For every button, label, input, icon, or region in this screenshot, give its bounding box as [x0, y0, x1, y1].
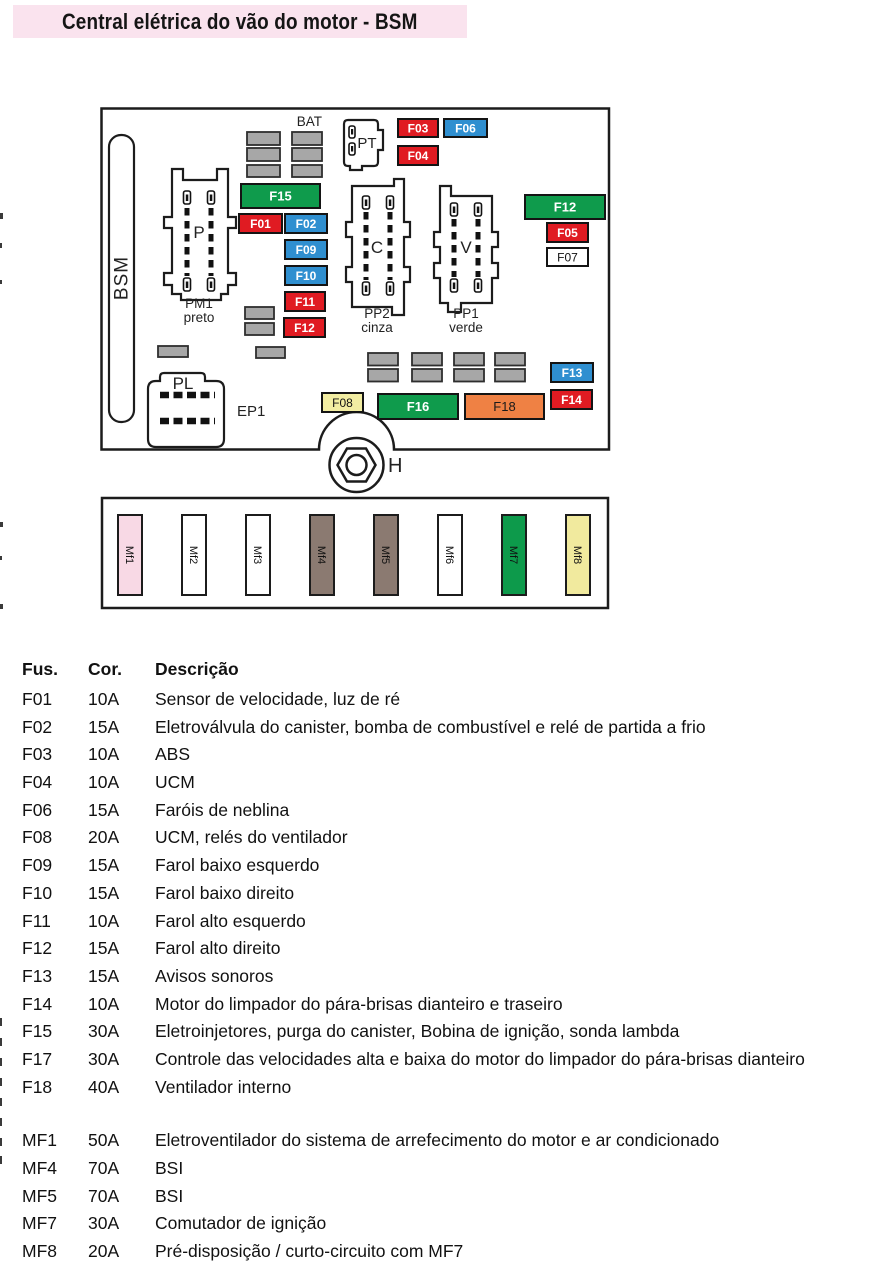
svg-text:F01: F01: [250, 217, 271, 231]
bat-label: BAT: [296, 114, 322, 129]
header-fuse: Fus.: [22, 659, 58, 679]
connector-ep1-letter: PL: [172, 374, 194, 393]
svg-text:F07: F07: [557, 250, 578, 265]
connector-pp2-name: PP2: [364, 306, 390, 321]
fuse-f10: [285, 266, 327, 285]
table-row-f10: F10 15A Farol baixo direito: [22, 882, 295, 903]
connector-pm1-name: PM1: [185, 296, 213, 311]
table-row-f17: F17 30A Controle das velocidades alta e baixa do motor do limpador do pára-brisas dianteiro: [22, 1048, 805, 1069]
svg-text:F08: F08: [332, 396, 353, 410]
fuse-f15: [241, 184, 320, 208]
fuse-f18: [465, 394, 544, 419]
mounting-nut: [330, 438, 403, 492]
fuse-table: [22, 652, 862, 1266]
fuse-f09: [285, 240, 327, 259]
connector-pp2-letter: C: [370, 238, 384, 257]
fuse-f03: [398, 119, 438, 137]
table-row-f18: F18 40A Ventilador interno: [22, 1076, 292, 1097]
svg-text:Mf7: Mf7: [507, 545, 519, 565]
svg-text:F12: F12: [294, 321, 315, 335]
fuse-f01: [239, 214, 282, 233]
svg-text:F18: F18: [493, 399, 516, 414]
svg-text:Mf2: Mf2: [187, 545, 199, 565]
maxi-fuse-mf4: [310, 515, 334, 595]
fuse-table-header: [22, 652, 862, 686]
bsm-label: BSM: [111, 255, 133, 301]
maxi-fusebox: [102, 498, 608, 608]
table-row-f15: F15 30A Eletroinjetores, purga do canister, Bobina de ignição, sonda lambda: [22, 1021, 680, 1042]
fuse-f04: [398, 146, 438, 165]
svg-text:Mf5: Mf5: [379, 545, 391, 565]
header-rating: Cor.: [88, 659, 123, 679]
maxi-fuse-mf6: [438, 515, 462, 595]
table-row-f02: F02 15A Eletroválvula do canister, bomba de combustível e relé de partida a frio: [22, 716, 706, 737]
svg-text:Mf4: Mf4: [315, 545, 327, 565]
connector-ep1-name: EP1: [237, 403, 266, 420]
maxi-fuse-mf7: [502, 515, 526, 595]
table-row-f03: F03 10A ABS: [22, 744, 191, 765]
table-row-f09: F09 15A Farol baixo esquerdo: [22, 855, 320, 876]
fuse-f06: [444, 119, 487, 137]
svg-text:F02: F02: [295, 217, 317, 231]
svg-text:F11: F11: [294, 295, 316, 309]
maxi-fuse-mf2: [182, 515, 206, 595]
table-row-mf1: MF1 50A Eletroventilador do sistema de arrefecimento do motor e ar condicionado: [22, 1130, 720, 1151]
table-row-f01: F01 10A Sensor de velocidade, luz de ré: [22, 689, 401, 709]
svg-text:F09: F09: [295, 243, 317, 257]
page-title: Central elétrica do vão do motor - BSM: [62, 8, 418, 34]
table-row-f04: F04 10A UCM: [22, 772, 195, 793]
table-row-f08: F08 20A UCM, relés do ventilador: [22, 827, 348, 848]
svg-text:Mf8: Mf8: [571, 545, 583, 565]
table-row-f13: F13 15A Avisos sonoros: [22, 965, 274, 986]
table-row-f11: F11 10A Farol alto esquerdo: [22, 910, 306, 931]
connector-pm1-letter: P: [193, 223, 205, 242]
svg-text:Mf3: Mf3: [251, 545, 263, 565]
fusebox-diagram: [0, 0, 873, 630]
svg-text:F15: F15: [269, 188, 292, 204]
fuse-f16: [378, 394, 458, 419]
fuse-f07: [547, 248, 588, 266]
fuse-f11: [285, 292, 325, 311]
svg-text:Mf1: Mf1: [123, 545, 135, 565]
svg-text:Mf6: Mf6: [443, 545, 455, 565]
connector-pt-letter: PT: [357, 135, 377, 152]
svg-text:F10: F10: [295, 269, 317, 283]
table-section-gap: [22, 1101, 862, 1127]
bsm-bar: [109, 135, 134, 422]
connector-pm1-color: preto: [183, 310, 215, 325]
svg-text:F12: F12: [553, 199, 577, 215]
connector-pp2-color: cinza: [361, 320, 393, 335]
fuse-f14: [551, 390, 592, 409]
maxi-fuse-mf5: [374, 515, 398, 595]
table-row-mf8: MF8 20A Pré-disposição / curto-circuito com MF7: [22, 1241, 464, 1262]
svg-text:F13: F13: [561, 366, 583, 380]
header-description: Descrição: [155, 659, 239, 679]
table-row-mf4: MF4 70A BSI: [22, 1158, 184, 1178]
svg-text:F14: F14: [561, 393, 582, 407]
svg-text:F05: F05: [557, 226, 578, 240]
maxi-fuse-mf3: [246, 515, 270, 595]
maxi-fuse-mf8: [566, 515, 590, 595]
svg-text:F03: F03: [407, 121, 429, 136]
nut-label: H: [388, 455, 403, 477]
fuse-f05: [547, 223, 588, 242]
fuse-f12-left: [284, 318, 325, 337]
connector-pp1-color: verde: [449, 320, 483, 335]
svg-text:F04: F04: [407, 149, 429, 163]
maxi-fuse-mf1: [118, 515, 142, 595]
fuse-f08: [322, 393, 363, 412]
table-row-f12: F12 15A Farol alto direito: [22, 938, 281, 959]
fuse-f12-right: [525, 195, 605, 219]
table-row-mf7: MF7 30A Comutador de ignição: [22, 1213, 327, 1234]
fuse-f02: [285, 214, 327, 233]
table-row-f06: F06 15A Faróis de neblina: [22, 799, 290, 820]
fuse-f13: [551, 363, 593, 382]
svg-text:F16: F16: [406, 399, 430, 414]
connector-pp1-letter: V: [460, 238, 472, 257]
table-row-f14: F14 10A Motor do limpador do pára-brisas dianteiro e traseiro: [22, 993, 563, 1014]
connector-pp1-name: PP1: [453, 306, 479, 321]
table-row-mf5: MF5 70A BSI: [22, 1185, 184, 1206]
svg-text:F06: F06: [455, 121, 476, 136]
